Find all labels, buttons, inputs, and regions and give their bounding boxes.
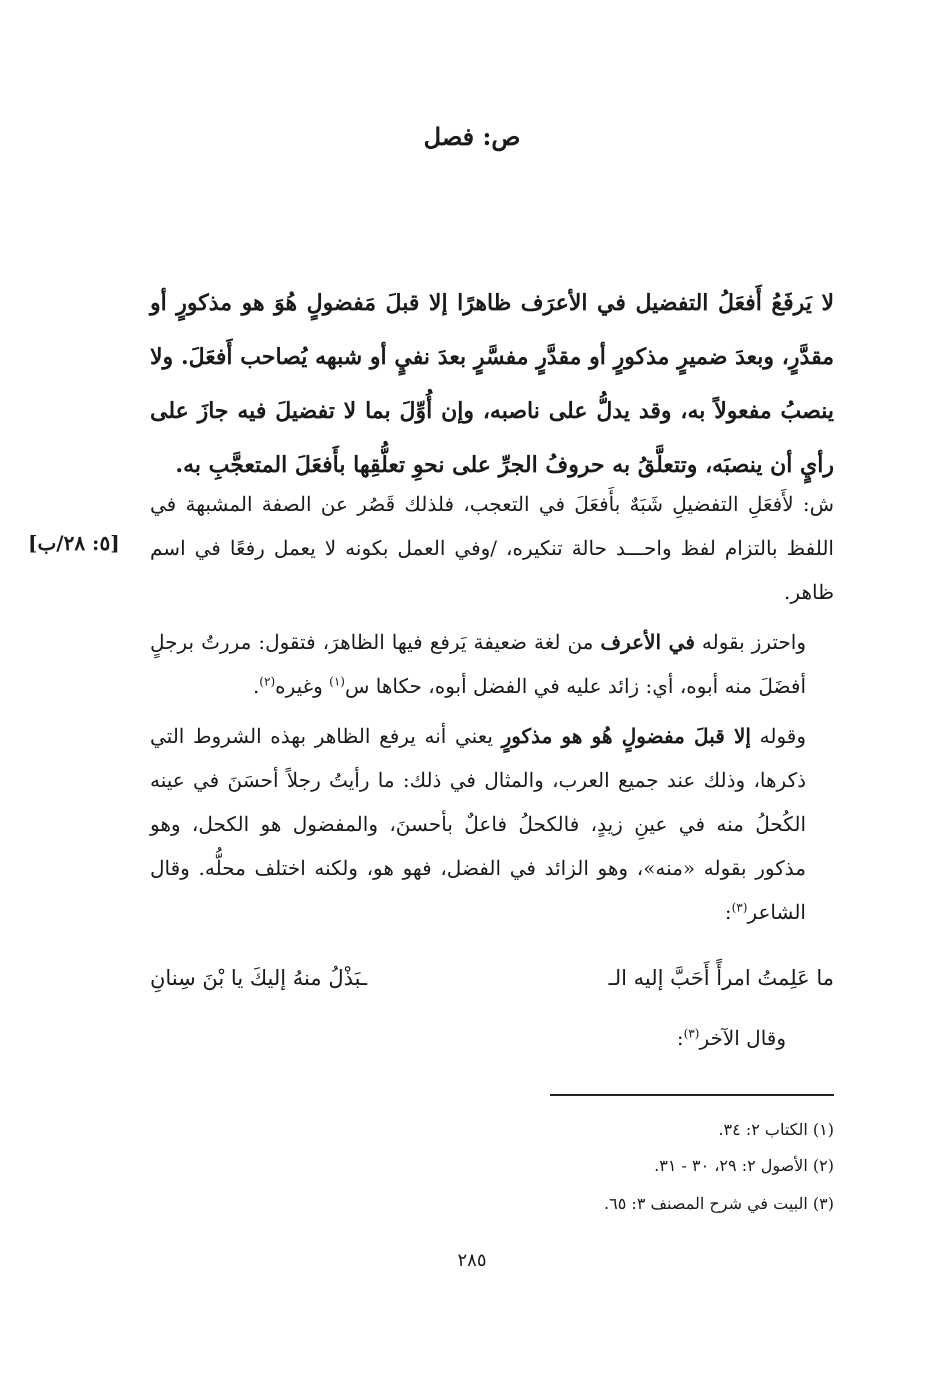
paragraph-text: وغيره: [275, 674, 330, 698]
paragraph-text: واحترز بقوله: [694, 630, 807, 654]
page-number: ٢٨٥: [457, 1250, 487, 1271]
quoted-term: في الأعرف: [600, 630, 695, 654]
section-heading: ص: فصل: [423, 122, 521, 151]
paragraph-text: :: [724, 900, 732, 924]
poetry-verse: [150, 966, 834, 1010]
footnote-marker: (٢): [259, 674, 276, 689]
sharh-paragraph-3: [150, 714, 834, 934]
footnote-3: (٣) البيت في شرح المصنف ٣: ٦٥.: [604, 1194, 834, 1213]
footnote-separator: [550, 1094, 834, 1096]
quoted-term: إلا قبلَ مفضولٍ هُو هو مذكورٍ: [501, 724, 751, 748]
footnote-marker: (٣): [683, 1026, 700, 1041]
paragraph-text: .: [252, 674, 260, 698]
after-verse-line: [677, 1026, 786, 1050]
footnote-marker: (٣): [731, 900, 748, 915]
footnote-2: (٢) الأصول ٢: ٢٩، ٣٠ - ٣١.: [654, 1156, 834, 1175]
manuscript-margin-reference: [٥: ٢٨/ب]: [28, 531, 120, 555]
sharh-commentary: [150, 482, 834, 934]
verse-hemistich-2: ـبَذْلُ منهُ إليكَ يا بْنَ سِنانِ: [150, 966, 368, 990]
paragraph-text: يعني أنه يرفع الظاهر بهذه الشروط التي ذكرها، وذلك عند جميع العرب، والمثال في ذلك: ما رأيتُ رجلاً أحسَنَ في عينه الكُحلُ منه في عينِ زيدٍ، فالكحلُ فاعلٌ بأحسنَ، والمفضول هو الكحل، وهو مذكور بقوله «منه»، وهو الزائد في الفضل، فهو هو، ولكنه اختلف محلُّه. وقال الشاعر: [150, 724, 806, 924]
verse-hemistich-1: ما عَلِمتُ امرأً أَحَبَّ إليه الـ: [608, 966, 834, 990]
sharh-paragraph-1: ش: لأَفعَلِ التفضيلِ شَبَهٌ بأَفعَلَ في التعجب، فلذلك قَصُر عن الصفة المشبهة في اللفظ بالتزام لفظ واحـــد حالة تنكيره، /وفي العمل بكونه لا يعمل رفعًا في اسم ظاهر.: [150, 492, 834, 604]
footnote-1: (١) الكتاب ٢: ٣٤.: [718, 1120, 834, 1139]
matn-text: لا يَرفَعُ أَفعَلُ التفضيل في الأعرَف ظاهرًا إلا قبلَ مَفضولٍ هُوَ هو مذكورٍ أو مقدَّرٍ، وبعدَ ضميرٍ مذكورٍ أو مقدَّرٍ مفسَّرٍ بعدَ نفيٍ أو شبهه يُصاحب أَفعَلَ. ولا ينصبُ مفعولاً به، وقد يدلُّ على ناصبه، وإن أُوِّلَ بما لا تفضيلَ فيه جازَ على رأيٍ أن ينصبَه، وتتعلَّقُ به حروفُ الجرِّ على نحوِ تعلُّقِها بأَفعَلَ المتعجَّبِ به.: [150, 290, 835, 478]
footnote-marker: (١): [329, 674, 345, 689]
after-verse-text: وقال الآخر: [699, 1026, 786, 1050]
after-verse-colon: :: [676, 1026, 684, 1050]
sharh-paragraph-2: [150, 620, 834, 708]
paragraph-text: من لغة ضعيفة يَرفع فيها الظاهرَ، فتقول: مررتُ برجلٍ أفضَلَ منه أبوه، أي: زائد عليه في الفضل أبوه، حكاها س: [150, 630, 806, 698]
paragraph-text: وقوله: [751, 724, 807, 748]
